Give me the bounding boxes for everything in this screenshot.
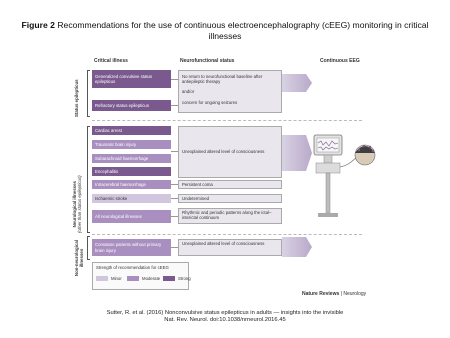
citation-line-2: Nat. Rev. Neurol. doi:10.1038/nrneurol.2016.45 [164, 317, 286, 324]
illness-label: Subarachnoid haemorrhage [95, 155, 149, 161]
legend-label-minor: Minor [111, 276, 122, 281]
arrow-to-ceeg [282, 74, 312, 92]
connector-arrow [171, 184, 178, 185]
group-bracket-neurological [87, 126, 90, 233]
legend-label-strong: Strong [178, 276, 191, 281]
illness-comatose-no-brain-injury [92, 239, 171, 256]
group-non-neurological-text: Non-neurological illnesses [74, 239, 84, 277]
arrow-to-ceeg [282, 237, 312, 257]
status-unexplained-consciousness [178, 126, 282, 178]
status-persistent-coma-text: Persistent coma [182, 182, 213, 187]
status-no-return-text: No return to neurofunctional baseline after antiepileptic therapy [182, 74, 263, 85]
illness-label: All neurological illnesses [95, 213, 142, 219]
connector-arrow [171, 79, 178, 80]
status-and-or-text: and/or [182, 89, 195, 95]
status-unexplained-text: Unexplained altered level of consciousness [182, 149, 265, 155]
status-undetermined [178, 194, 282, 203]
legend-item-moderate [127, 276, 160, 281]
illness-traumatic-brain-injury [92, 140, 171, 149]
connector-arrow [171, 105, 178, 106]
illness-ischaemic-stroke [92, 194, 171, 203]
group-neurological-text: Neurological illnesses [72, 181, 77, 228]
figure-caption-text: Recommendations for the use of continuous electroencephalography (cEEG) monitoring in critical illnesses [57, 20, 429, 41]
publisher-section: Neurology [343, 291, 367, 297]
illness-intracerebral-haemorrhage [92, 180, 171, 189]
illness-label: Comatose patients without primary brain injury [95, 242, 162, 253]
illness-label: Ischaemic stroke [95, 195, 128, 201]
illness-label: Traumatic brain injury [95, 141, 137, 147]
figure-caption [10, 20, 440, 42]
legend-title: Strength of recommendation for cEEG [96, 265, 169, 270]
illness-cardiac-arrest [92, 126, 171, 135]
status-unexplained-2-text: Unexplained altered level of consciousness [182, 241, 265, 246]
status-undetermined-text: Undetermined [182, 196, 209, 201]
legend-swatch-moderate [127, 276, 139, 281]
separator-line [92, 234, 362, 236]
illness-generalized-convulsive-se [92, 70, 171, 88]
illness-subarachnoid-haemorrhage [92, 154, 171, 163]
arrow-to-ceeg [282, 135, 312, 171]
connector-arrow [171, 151, 178, 152]
status-no-return-baseline [178, 70, 282, 113]
eeg-machine-illustration [310, 125, 380, 225]
status-concern-text: concern for ongoing seizures [182, 99, 238, 105]
group-label-non-neurological [74, 238, 84, 278]
illness-label: Generalized convulsive status epilepticus [95, 73, 153, 84]
publisher-name: Nature Reviews [302, 291, 340, 297]
illness-label: Intracerebral haemorrhage [95, 181, 146, 187]
illness-encephalitis [92, 167, 171, 176]
citation [10, 310, 440, 324]
connector-arrow [171, 247, 178, 248]
status-rhythmic-text: Rhythmic and periodic patterns along the ictal–interictal continuum [182, 210, 272, 221]
status-rhythmic-periodic [178, 208, 282, 224]
illness-label: Cardiac arrest [95, 127, 122, 133]
connector-arrow [171, 216, 178, 217]
group-label-status-epilepticus [74, 79, 79, 117]
group-neurological-subtext: (other than status epilepticus) [77, 175, 82, 233]
legend-swatch-minor [96, 276, 108, 281]
illness-all-neurological [92, 210, 171, 223]
legend-item-strong [163, 276, 191, 281]
citation-line-1: Sutter, R. et al. (2016) Nonconvulsive status epilepticus in adults — insights into the invisible [106, 310, 344, 316]
illness-label: Refractory status epilepticus [95, 102, 149, 108]
group-status-epilepticus-text: Status epilepticus [74, 79, 79, 117]
column-header-neurofunctional-status: Neurofunctional status [180, 58, 235, 64]
legend-label-moderate: Moderate [142, 276, 161, 281]
status-unexplained-consciousness-2 [178, 239, 282, 256]
strength-legend [92, 262, 189, 290]
recommendation-diagram [70, 55, 381, 302]
figure-label: Figure 2 [21, 20, 55, 30]
connector-arrow [171, 198, 178, 199]
publisher-credit: Nature Reviews | Neurology [302, 291, 367, 297]
group-bracket-non-neurological [87, 236, 90, 260]
group-label-neurological [72, 175, 82, 233]
illness-refractory-se [92, 100, 171, 111]
legend-item-minor [96, 276, 122, 281]
legend-swatch-strong [163, 276, 175, 281]
status-persistent-coma [178, 180, 282, 189]
column-header-continuous-eeg: Continuous EEG [320, 58, 360, 64]
illness-label: Encephalitis [95, 168, 119, 174]
column-header-critical-illness: Critical illness [94, 58, 128, 64]
group-bracket-status-epilepticus [87, 70, 90, 117]
separator-line [92, 120, 362, 122]
